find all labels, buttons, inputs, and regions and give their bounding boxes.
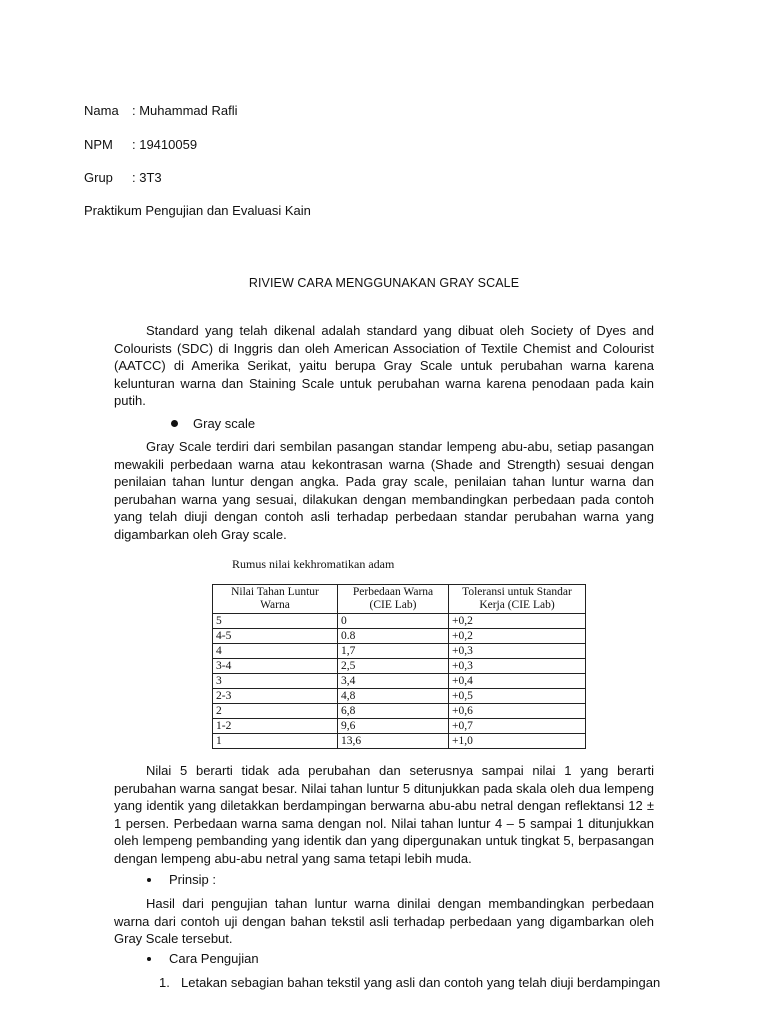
gray-scale-table bbox=[212, 584, 586, 749]
list-number: 1. bbox=[159, 975, 170, 990]
course-title: Praktikum Pengujian dan Evaluasi Kain bbox=[84, 203, 311, 218]
group-label: Grup bbox=[84, 170, 113, 185]
table-cell: +0,5 bbox=[449, 689, 586, 704]
bullet-icon bbox=[171, 420, 178, 427]
gray-scale-text: Gray Scale terdiri dari sembilan pasangan standar lempeng abu-abu, setiap pasangan mewakili perbedaan warna atau kekontrasan warna (Shade and Strength) sesuai dengan penilaian tahan luntur dengan angka. Pada gray scale, penilaian tahan luntur warna dan perubahan warna yang sesuai, dilakukan dengan membandingkan perbedaan pada contoh yang telah diuji dengan contoh asli terhadap perbedaan standar perubahan warna yang digambarkan oleh Gray scale. bbox=[114, 439, 654, 542]
table-cell: +1,0 bbox=[449, 734, 586, 749]
intro-text: Standard yang telah dikenal adalah standard yang dibuat oleh Society of Dyes and Colourists (SDC) di Inggris dan oleh American Association of Textile Chemist and Colourist (AATCC) di Amerika Serikat, yaitu berupa Gray Scale untuk perubahan warna karena kelunturan warna dan Staining Scale untuk perubahan warna karena penodaan pada kain putih. bbox=[114, 323, 654, 408]
gray-scale-paragraph bbox=[114, 438, 654, 543]
table-header-cell: Nilai Tahan Luntur Warna bbox=[213, 585, 338, 614]
table-cell: 2,5 bbox=[338, 659, 449, 674]
group-row bbox=[84, 170, 162, 185]
name-label: Nama bbox=[84, 103, 119, 118]
table-cell: +0,3 bbox=[449, 644, 586, 659]
table-cell: 3 bbox=[213, 674, 338, 689]
group-value: : 3T3 bbox=[132, 170, 162, 185]
table-header-cell: Toleransi untuk Standar Kerja (CIE Lab) bbox=[449, 585, 586, 614]
table-cell: 13,6 bbox=[338, 734, 449, 749]
bullet-icon bbox=[147, 957, 151, 961]
table-cell: 0.8 bbox=[338, 629, 449, 644]
name-row bbox=[84, 103, 237, 118]
table-header-cell: Perbedaan Warna (CIE Lab) bbox=[338, 585, 449, 614]
nilai-paragraph bbox=[114, 762, 654, 867]
table-cell: 2 bbox=[213, 704, 338, 719]
table-cell: 2-3 bbox=[213, 689, 338, 704]
npm-row bbox=[84, 137, 197, 152]
table-cell: 0 bbox=[338, 614, 449, 629]
bullet-cara-pengujian bbox=[147, 951, 259, 966]
intro-paragraph bbox=[114, 322, 654, 410]
table-row bbox=[213, 719, 586, 734]
table-cell: +0,7 bbox=[449, 719, 586, 734]
table-cell: 1-2 bbox=[213, 719, 338, 734]
prinsip-text: Hasil dari pengujian tahan luntur warna dinilai dengan membandingkan perbedaan warna dari contoh uji dengan bahan tekstil asli terhadap perbedaan yang digambarkan oleh Gray Scale tersebut. bbox=[114, 896, 654, 946]
table-cell: +0,4 bbox=[449, 674, 586, 689]
table-cell: 1,7 bbox=[338, 644, 449, 659]
list-text: Letakan sebagian bahan tekstil yang asli dan contoh yang telah diuji berdampingan bbox=[181, 975, 661, 990]
table-row bbox=[213, 704, 586, 719]
table-cell: 6,8 bbox=[338, 704, 449, 719]
prinsip-paragraph bbox=[114, 895, 654, 948]
bullet-label: Prinsip : bbox=[169, 872, 216, 887]
table-row bbox=[213, 674, 586, 689]
table-cell: 4-5 bbox=[213, 629, 338, 644]
bullet-label: Cara Pengujian bbox=[169, 951, 259, 966]
nilai-text: Nilai 5 berarti tidak ada perubahan dan seterusnya sampai nilai 1 yang berarti perubahan warna sangat besar. Nilai tahan luntur 5 ditunjukkan pada skala oleh dua lempeng yang identik yang diletakkan berdampingan berwarna abu-abu netral dengan reflektansi 12 ± 1 persen. Perbedaan warna sama dengan nol. Nilai tahan luntur 4 – 5 sampai 1 ditunjukkan oleh lempeng pembanding yang identik dan yang dipergunakan untuk tingkat 5, berpasangan dengan lempeng abu-abu netral yang sama tetapi lebih muda. bbox=[114, 763, 654, 866]
table-cell: 9,6 bbox=[338, 719, 449, 734]
table-row bbox=[213, 734, 586, 749]
table-cell: +0,2 bbox=[449, 614, 586, 629]
table-header-row bbox=[213, 585, 586, 614]
document-title: RIVIEW CARA MENGGUNAKAN GRAY SCALE bbox=[248, 276, 520, 290]
table-row bbox=[213, 644, 586, 659]
table-cell: +0,6 bbox=[449, 704, 586, 719]
table-row bbox=[213, 659, 586, 674]
npm-value: : 19410059 bbox=[132, 137, 198, 152]
npm-label: NPM bbox=[84, 137, 113, 152]
table-cell: +0,3 bbox=[449, 659, 586, 674]
table-cell: +0,2 bbox=[449, 629, 586, 644]
bullet-icon bbox=[147, 878, 151, 882]
bullet-gray-scale bbox=[171, 416, 255, 431]
table-cell: 3,4 bbox=[338, 674, 449, 689]
table-cell: 4,8 bbox=[338, 689, 449, 704]
list-item bbox=[159, 975, 660, 990]
table-cell: 4 bbox=[213, 644, 338, 659]
table-cell: 5 bbox=[213, 614, 338, 629]
name-value: : Muhammad Rafli bbox=[132, 103, 238, 118]
table-cell: 1 bbox=[213, 734, 338, 749]
table-cell: 3-4 bbox=[213, 659, 338, 674]
table-caption: Rumus nilai kekhromatikan adam bbox=[232, 557, 395, 571]
table-row bbox=[213, 689, 586, 704]
table-row bbox=[213, 629, 586, 644]
bullet-prinsip bbox=[147, 872, 216, 887]
table-row bbox=[213, 614, 586, 629]
bullet-label: Gray scale bbox=[193, 416, 256, 431]
